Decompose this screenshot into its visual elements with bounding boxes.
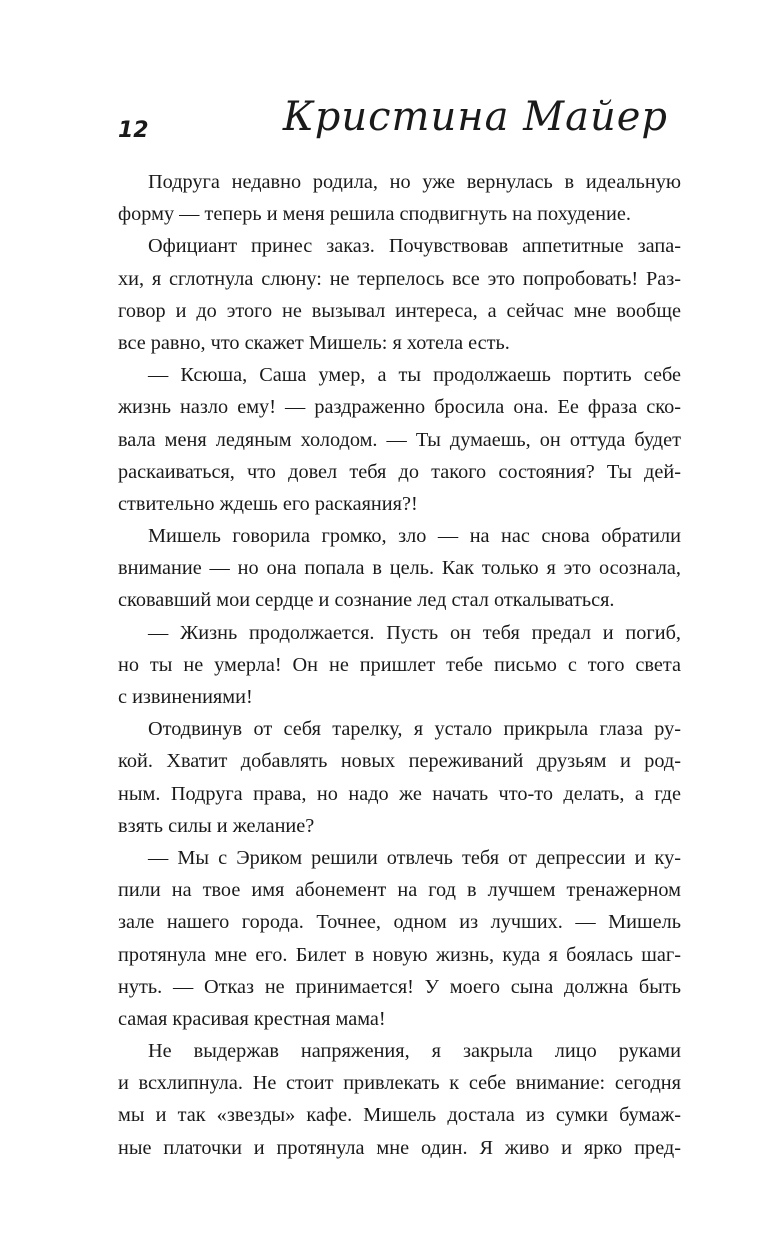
body-text: [118, 166, 681, 1164]
text-line: Официант принес заказ. Почувствовав аппетитные запа-: [148, 235, 681, 258]
text-line: жизнь назло ему! — раздраженно бросила она. Ее фраза ско-: [118, 396, 681, 419]
text-line: ные платочки и протянула мне один. Я живо и ярко пред-: [118, 1136, 681, 1159]
text-line: кой. Хватит добавлять новых переживаний друзьям и род-: [118, 750, 681, 773]
text-line: и всхлипнула. Не стоит привлекать к себе внимание: сегодня: [118, 1072, 681, 1095]
paragraph: [118, 713, 681, 842]
text-line: раскаиваться, что довел тебя до такого состояния? Ты дей-: [118, 460, 681, 483]
text-line: с извинениями!: [118, 686, 253, 708]
text-line: Отодвинув от себя тарелку, я устало прикрыла глаза ру-: [148, 718, 681, 741]
text-line: взять силы и желание?: [118, 814, 315, 837]
text-line: ным. Подруга права, но надо же начать что-то делать, а где: [118, 782, 681, 805]
text-line: Не выдержав напряжения, я закрыла лицо руками: [148, 1040, 681, 1063]
paragraph: [118, 617, 681, 714]
text-line: зале нашего города. Точнее, одном из лучших. — Мишель: [118, 911, 681, 934]
text-line: все равно, что скажет Мишель: я хотела есть.: [118, 331, 510, 354]
text-line: но ты не умерла! Он не пришлет тебе письмо с того света: [118, 653, 681, 676]
text-line: говор и до этого не вызывал интереса, а сейчас мне вообще: [118, 299, 681, 322]
paragraph: [118, 520, 681, 617]
text-line: форму — теперь и меня решила сподвигнуть на похудение.: [118, 203, 631, 226]
text-line: пили на твое имя абонемент на год в лучшем тренажерном: [118, 879, 681, 902]
text-line: ствительно ждешь его раскаяния?!: [118, 492, 418, 515]
text-line: вала меня ледяным холодом. — Ты думаешь, он оттуда будет: [118, 428, 681, 451]
text-line: нуть. — Отказ не принимается! У моего сына должна быть: [118, 975, 681, 998]
paragraph: [118, 230, 681, 359]
paragraph: [118, 359, 681, 520]
page-number: 12: [118, 118, 149, 143]
text-line: протянула мне его. Билет в новую жизнь, куда я боялась шаг-: [118, 943, 681, 966]
text-line: — Мы с Эриком решили отвлечь тебя от депрессии и ку-: [148, 846, 681, 869]
paragraph: [118, 1035, 681, 1164]
paragraph: [118, 166, 681, 230]
running-head-author: Кристина Майер: [282, 94, 668, 140]
text-line: хи, я сглотнула слюну: не терпелось все это попробовать! Раз-: [118, 267, 681, 290]
text-line: — Жизнь продолжается. Пусть он тебя предал и погиб,: [148, 621, 681, 644]
text-line: самая красивая крестная мама!: [118, 1007, 386, 1030]
text-line: внимание — но она попала в цель. Как только я это осознала,: [118, 557, 681, 580]
text-line: — Ксюша, Саша умер, а ты продолжаешь портить себе: [148, 364, 681, 387]
text-line: мы и так «звезды» кафе. Мишель достала из сумки бумаж-: [118, 1104, 681, 1127]
text-line: Подруга недавно родила, но уже вернулась в идеальную: [148, 171, 681, 193]
text-line: сковавший мои сердце и сознание лед стал откалываться.: [118, 589, 615, 612]
text-line: Мишель говорила громко, зло — на нас снова обратили: [148, 525, 681, 548]
paragraph: [118, 842, 681, 1035]
